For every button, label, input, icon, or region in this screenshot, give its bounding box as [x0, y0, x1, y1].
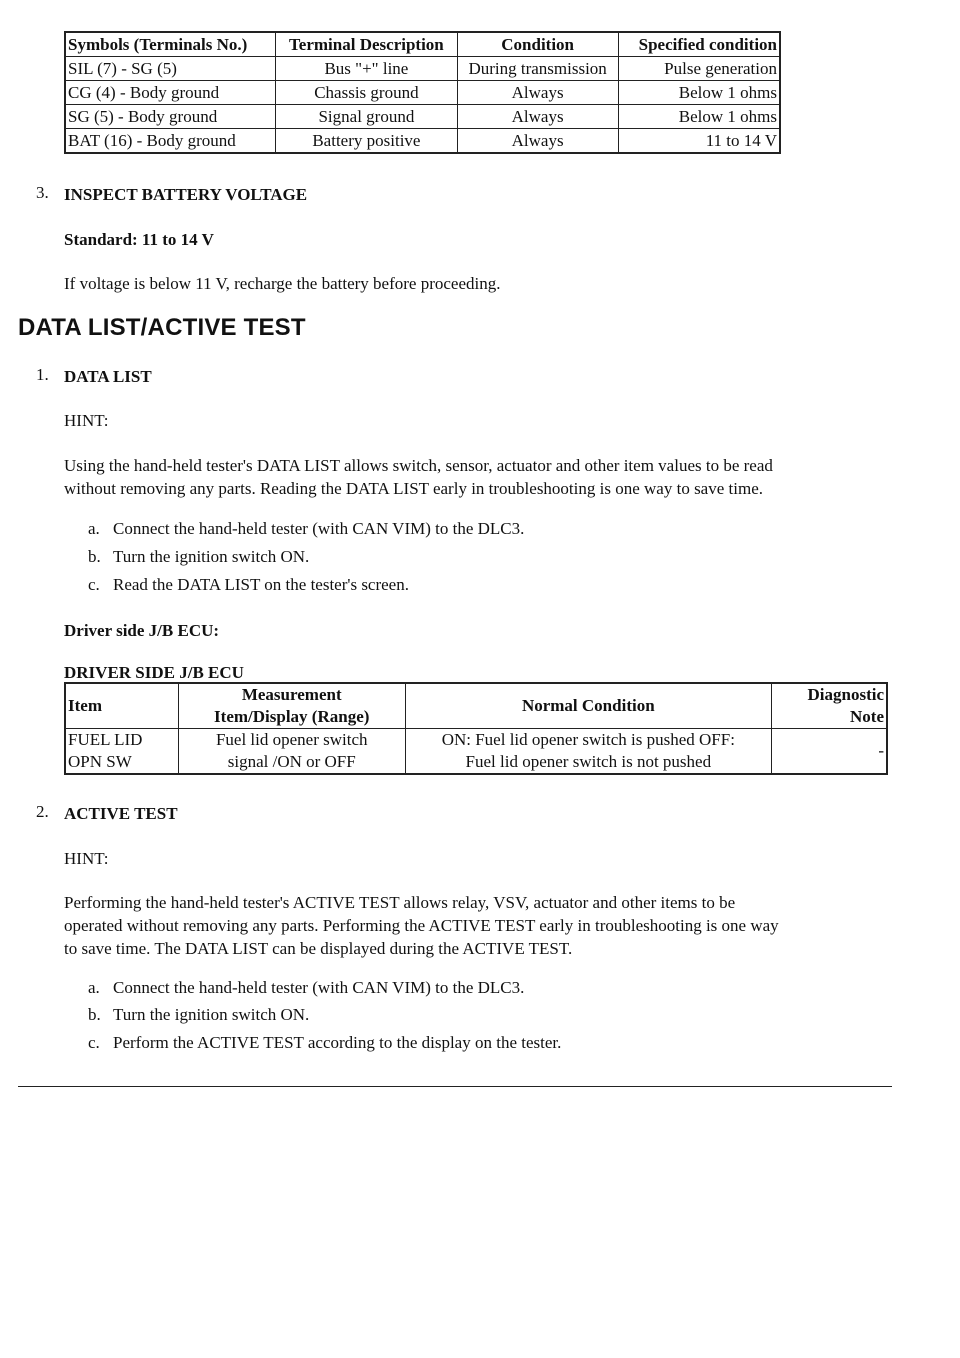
substep-text: Read the DATA LIST on the tester's screen. [113, 575, 409, 594]
table-caption: DRIVER SIDE J/B ECU [64, 663, 244, 682]
column-header-line: Note [850, 707, 884, 726]
hint-text: to save time. The DATA LIST can be displayed during the ACTIVE TEST. [64, 939, 573, 958]
data-list-table [64, 682, 888, 775]
table-cell: Bus "+" line [276, 57, 457, 81]
table-cell [405, 729, 771, 775]
step-title: ACTIVE TEST [64, 804, 178, 823]
hint-text: Using the hand-held tester's DATA LIST allows switch, sensor, actuator and other item values to be read [64, 456, 773, 475]
table-header-row [65, 683, 887, 729]
column-header [178, 683, 405, 729]
column-header-line: Item/Display (Range) [214, 707, 370, 726]
hint-text: without removing any parts. Reading the DATA LIST early in troubleshooting is one way to save time. [64, 479, 763, 498]
table-cell: Always [457, 129, 618, 154]
table-cell [178, 729, 405, 775]
cell-line: signal /ON or OFF [227, 752, 356, 771]
table-cell: Pulse generation [618, 57, 780, 81]
section-heading: DATA LIST/ACTIVE TEST [18, 314, 306, 341]
cell-line: Fuel lid opener switch [215, 730, 368, 749]
table-row [65, 105, 780, 129]
column-header: Symbols (Terminals No.) [65, 32, 276, 57]
cell-line: ON: Fuel lid opener switch is pushed OFF: [441, 730, 735, 749]
step-title: DATA LIST [64, 367, 152, 386]
step-number: 3. [36, 183, 49, 202]
table-cell: - [772, 729, 887, 775]
column-header-line: Diagnostic [807, 685, 884, 704]
table-row [65, 57, 780, 81]
cell-line: FUEL LID [68, 730, 143, 749]
column-header [772, 683, 887, 729]
substep-letter: b. [88, 1005, 101, 1024]
horizontal-rule [18, 1086, 892, 1087]
column-header-line: Measurement [241, 685, 342, 704]
table-cell: Chassis ground [276, 81, 457, 105]
table-cell: Below 1 ohms [618, 105, 780, 129]
table-cell: SIL (7) - SG (5) [65, 57, 276, 81]
table-cell [65, 729, 178, 775]
substep-text: Connect the hand-held tester (with CAN VIM) to the DLC3. [113, 978, 525, 997]
table-cell: Signal ground [276, 105, 457, 129]
table-row [65, 129, 780, 154]
hint-text: operated without removing any parts. Performing the ACTIVE TEST early in troubleshooting is one way [64, 916, 779, 935]
substep-letter: a. [88, 978, 100, 997]
table-cell: Battery positive [276, 129, 457, 154]
step-note: If voltage is below 11 V, recharge the battery before proceeding. [64, 274, 501, 293]
table-cell: During transmission [457, 57, 618, 81]
table-cell: Always [457, 105, 618, 129]
substep-letter: c. [88, 575, 100, 594]
table-cell: SG (5) - Body ground [65, 105, 276, 129]
column-header: Normal Condition [405, 683, 771, 729]
step-number: 2. [36, 802, 49, 821]
step-title: INSPECT BATTERY VOLTAGE [64, 185, 308, 204]
table-row [65, 729, 887, 775]
substep-text: Turn the ignition switch ON. [113, 1005, 310, 1024]
column-header: Condition [457, 32, 618, 57]
column-header: Terminal Description [276, 32, 457, 57]
table-cell: BAT (16) - Body ground [65, 129, 276, 154]
table-cell: Below 1 ohms [618, 81, 780, 105]
table-header-row [65, 32, 780, 57]
cell-line: OPN SW [68, 752, 132, 771]
substep-text: Perform the ACTIVE TEST according to the display on the tester. [113, 1033, 562, 1052]
column-header: Item [65, 683, 178, 729]
step-number: 1. [36, 365, 49, 384]
substep-text: Turn the ignition switch ON. [113, 547, 310, 566]
ecu-label: Driver side J/B ECU: [64, 621, 220, 640]
table-row [65, 81, 780, 105]
column-header: Specified condition [618, 32, 780, 57]
substep-letter: c. [88, 1033, 100, 1052]
substep-letter: b. [88, 547, 101, 566]
table-cell: 11 to 14 V [618, 129, 780, 154]
standard-value: Standard: 11 to 14 V [64, 230, 214, 249]
table-cell: Always [457, 81, 618, 105]
terminal-table [64, 31, 781, 154]
hint-label: HINT: [64, 411, 109, 430]
substep-text: Connect the hand-held tester (with CAN VIM) to the DLC3. [113, 519, 525, 538]
table-cell: CG (4) - Body ground [65, 81, 276, 105]
substep-letter: a. [88, 519, 100, 538]
cell-line: Fuel lid opener switch is not pushed [465, 752, 712, 771]
hint-text: Performing the hand-held tester's ACTIVE TEST allows relay, VSV, actuator and other items to be [64, 893, 736, 912]
hint-label: HINT: [64, 849, 109, 868]
